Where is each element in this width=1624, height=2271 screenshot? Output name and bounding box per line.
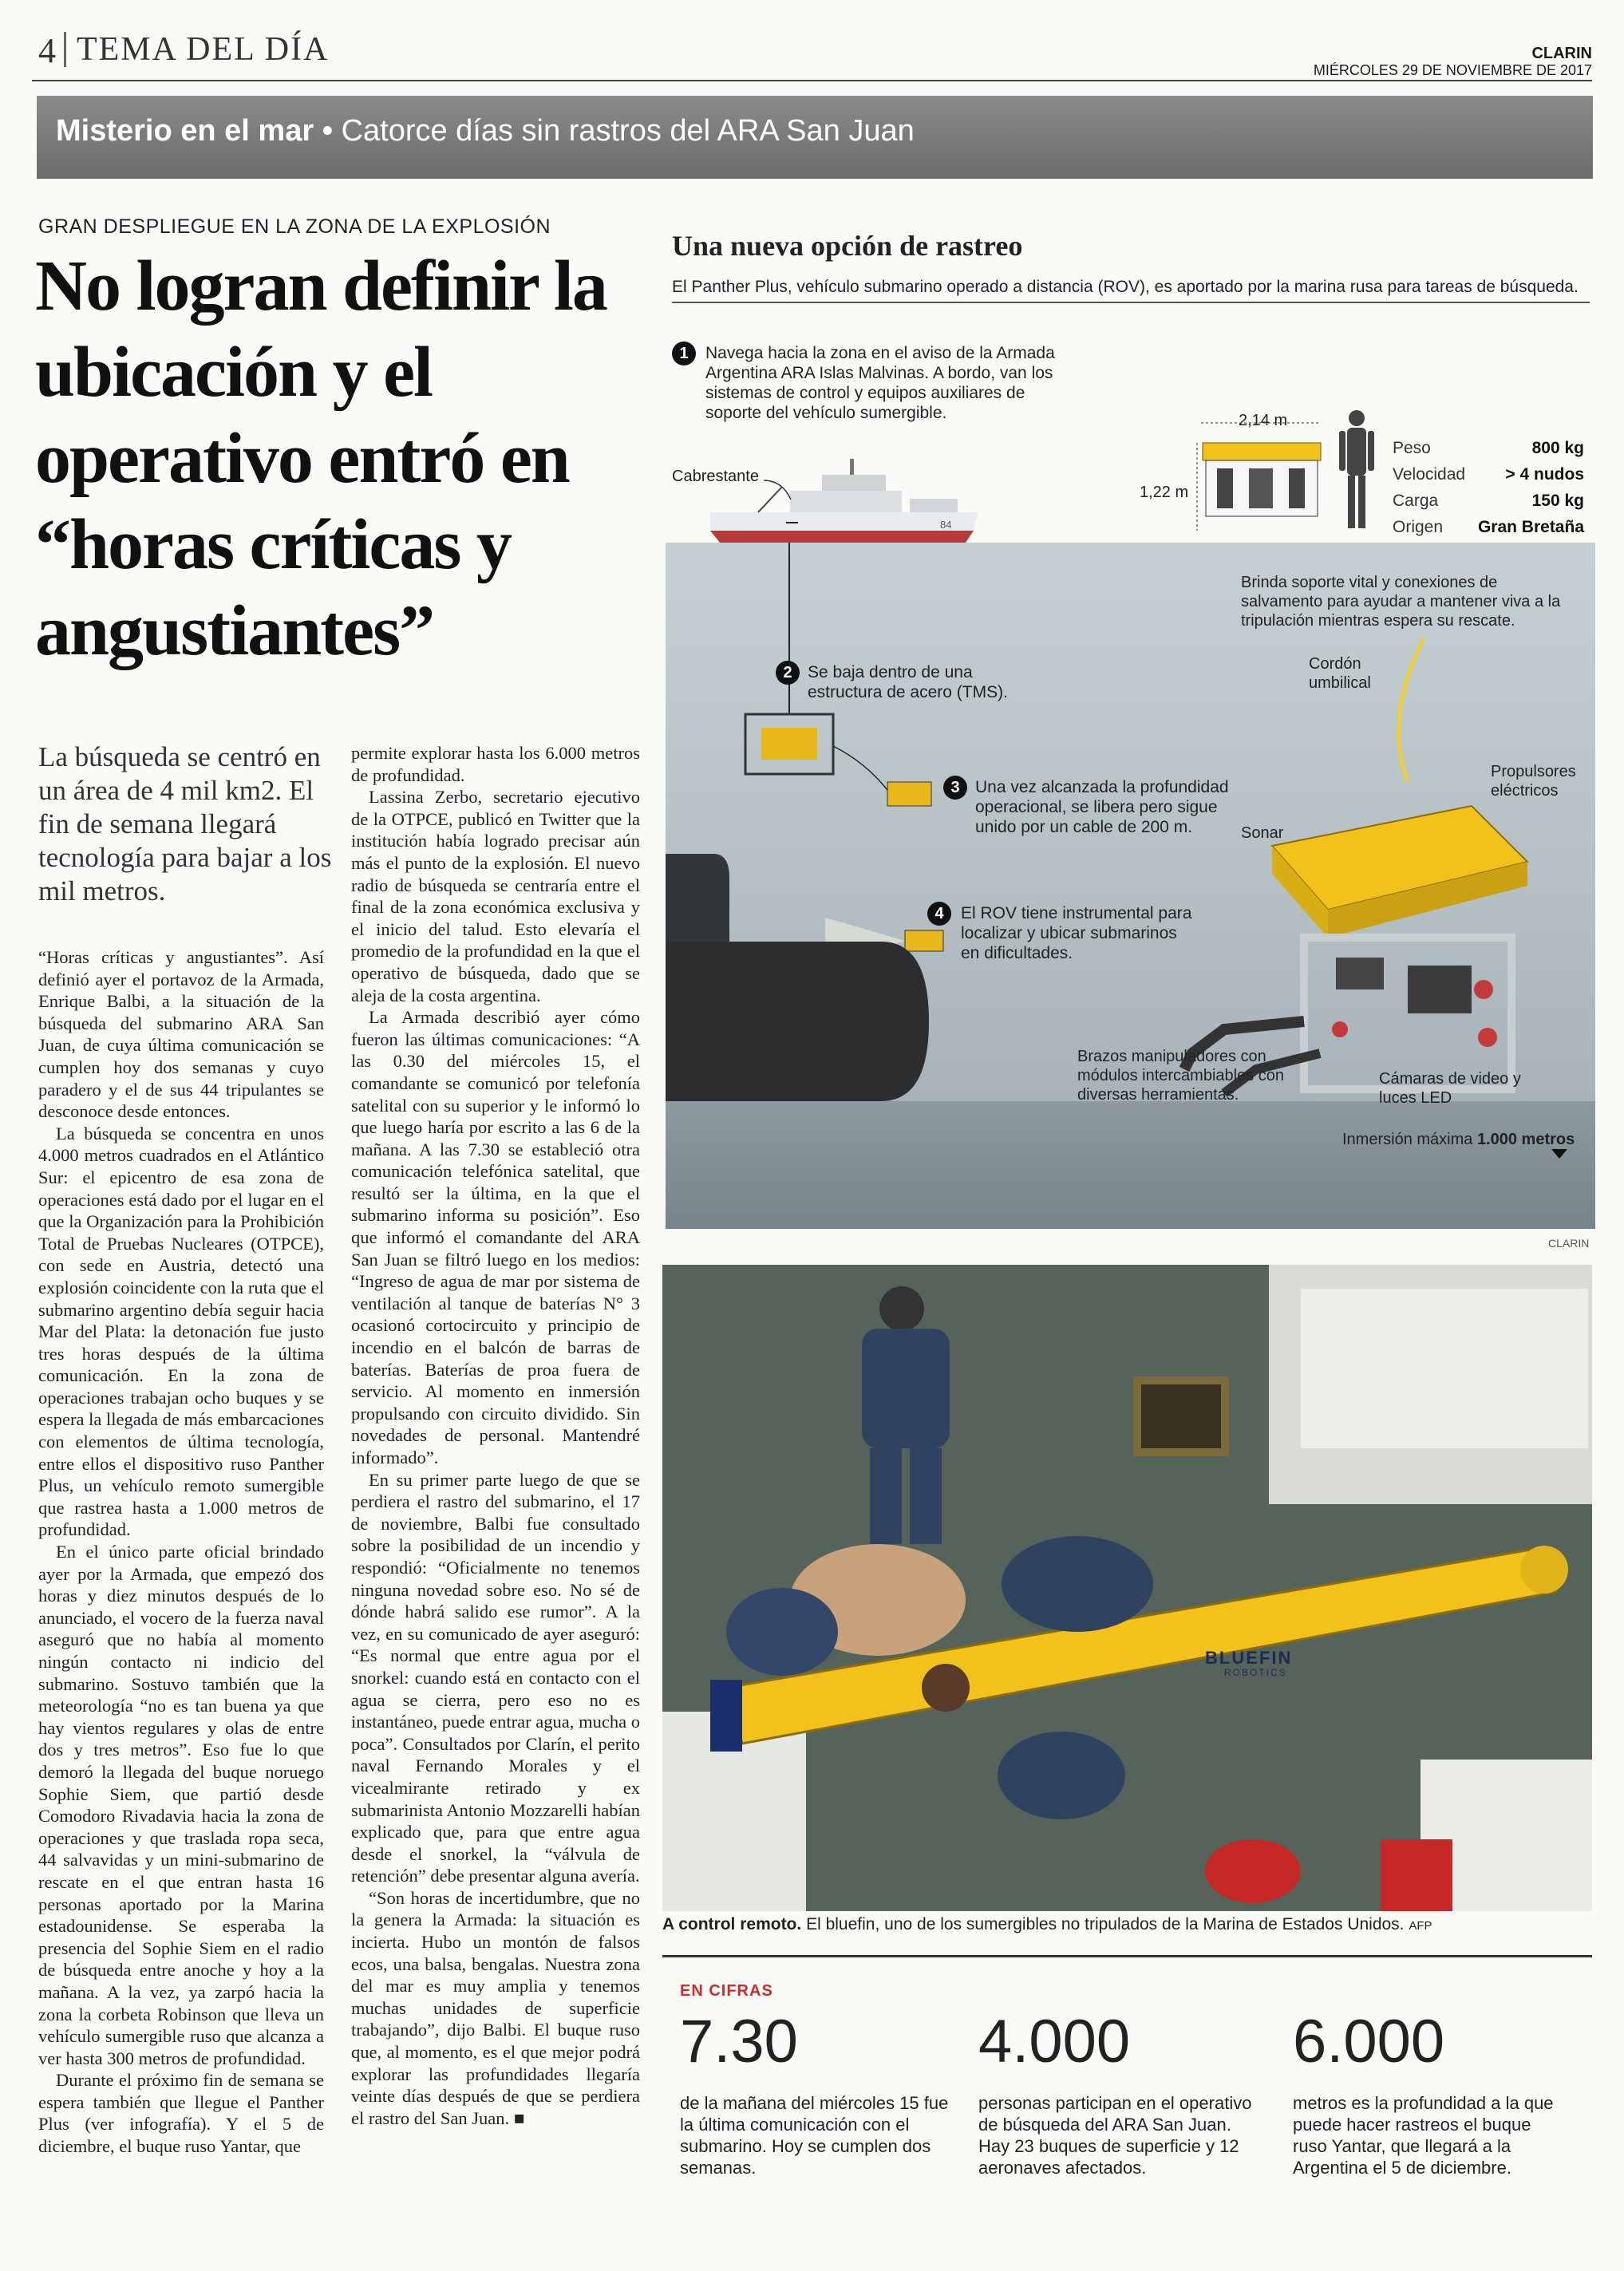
ship-hull-number: 84: [940, 519, 952, 531]
infographic-credit: CLARIN: [1548, 1237, 1590, 1250]
spec-row: [1393, 465, 1584, 492]
topic-band-text: [56, 114, 915, 148]
cifra-value: 4.000: [978, 2008, 1131, 2075]
paragraph: En el único parte oficial brindado ayer por la Armada, que empezó dos horas y diez minutos después de lo anunciado, el vocero de la fuerza naval aseguró que no había al momento ningún contacto ni indicio del submarino. Sostuvo también que la meteorología “no es tan buena ya que hay vientos regulares y olas de entre dos y tres metros”. Eso fue lo que demoró la llegada del buque noruego Sophie Siem, que partió desde Comodoro Rivadavia hacia la zona de operaciones y que traslada ropa seca, 44 salvavidas y un mini-submarino de rescate en el que entran hasta 16 personas aportado por la Marina estadounidense. Se esperaba la presencia del Sophie Siem en el radio de búsqueda entre anoche y hoy a la mañana. A la vez, ya zarpó hacia la zona la corbeta Robinson que lleva un vehículo sumergible ruso que alcanza a ver hasta 300 metros de profundidad.: [38, 1542, 324, 2068]
spec-row: [1393, 518, 1584, 544]
spec-row: [1393, 492, 1584, 518]
bluefin-logo-sub: ROBOTICS: [1224, 1667, 1287, 1678]
umbilical-label: Cordón umbilical: [1309, 655, 1371, 692]
spec-key: Carga: [1393, 492, 1439, 510]
step-text: Navega hacia la zona en el aviso de la Armada Argentina ARA Islas Malvinas. A bordo, van los sistemas de control y equipos auxiliares de soporte del vehículo sumergible.: [705, 344, 1055, 422]
brazos-label: Brazos manipuladores con módulos intercambiables con diversas herramientas.: [1077, 1048, 1285, 1104]
step-text: Se baja dentro de una estructura de acero (TMS).: [808, 663, 1008, 701]
article-headline: No logran definir la ubicación y el operativo entró en “horas críticas y angustiantes”: [35, 247, 607, 670]
height-dimension: 1,22 m: [1140, 484, 1189, 501]
infographic-subtitle: El Panther Plus, vehículo submarino operado a distancia (ROV), es aportado por la marina rusa para tareas de búsqueda.: [672, 278, 1579, 296]
ship-illustration: [702, 455, 990, 551]
spec-value: > 4 nudos: [1505, 465, 1584, 484]
spec-row: [1393, 439, 1584, 465]
article-column-1: [38, 946, 324, 2158]
caption-bold: A control remoto.: [662, 1915, 802, 1933]
paragraph: La Armada describió ayer cómo fueron las últimas comunicaciones: “A las 0.30 del miércoles 15, el comandante se comunicó por telefonía satelital con su superior y le informó lo que luego haría por escrito a las 6 de la mañana. A las 7.30 se estableció otra comunicación telefónica satelital, que resultó ser la última, en la que el submarino informa su posición”. Eso que informó el comandante del ARA San Juan se filtró luego en los medios: “Ingreso de agua de mar por sistema de ventilación al tanque de baterías N° 3 ocasionó cortocircuito y principio de incendio en el balcón de barras de baterías. Baterías de proa fuera de servicio. Al momento en inmersión propulsando con circuito dividido. Sin novedades de personal. Mantendré informado”.: [351, 1007, 640, 1467]
human-scale-silhouette: [1333, 407, 1381, 535]
photo-illustration: [662, 1265, 1592, 1911]
caption-text: El bluefin, uno de los sumergibles no tripulados de la Marina de Estados Unidos.: [806, 1915, 1405, 1933]
paragraph: Durante el próximo fin de semana se espera también que llegue el Panther Plus (ver infografía). Y el 5 de diciembre, el buque ruso Yantar, que: [38, 2070, 324, 2157]
cifra-value: 7.30: [680, 2008, 798, 2075]
spec-key: Velocidad: [1393, 465, 1466, 484]
cifra-text: personas participan en el operativo de búsqueda del ARA San Juan. Hay 23 buques de superficie y 12 aeronaves afectados.: [978, 2093, 1252, 2178]
width-dimension: 2,14 m: [1239, 412, 1288, 429]
bluefin-logo: BLUEFIN: [1205, 1648, 1293, 1668]
step-text: Una vez alcanzada la profundidad operacional, se libera pero sigue unido por un cable de 200 m.: [975, 778, 1229, 836]
paragraph: “Son horas de incertidumbre, que no la genera la Armada: la situación es incierta. Hubo un montón de falsos ecos, una balsa, bengalas. Nuestra zona del mar es muy amplia y tenemos muchas unidades de superficie trabajando”, dijo Balbi. El buque ruso que, al momento, es el que mejor podrá explorar las profundidades llegaría veinte días después de que se perdiera el rastro del San Juan. ■: [351, 1887, 640, 2128]
paragraph: “Horas críticas y angustiantes”. Así definió ayer el portavoz de la Armada, Enrique Balbi, a la situación de la búsqueda del submarino ARA San Juan, de cuya última comunicación se cumplen hoy dos semanas y cuyo paradero y el de sus 44 tripulantes se desconoce desde entonces.: [38, 947, 324, 1122]
infographic-title: Una nueva opción de rastreo: [672, 230, 1023, 262]
cifra-value: 6.000: [1293, 2008, 1445, 2075]
publication-name: CLARIN: [1531, 45, 1592, 62]
inmersion-label: [1342, 1130, 1575, 1149]
band-topic: Misterio en el mar: [56, 114, 314, 148]
rov-front-view: [1193, 419, 1329, 539]
paragraph: La búsqueda se concentra en unos 4.000 metros cuadrados en el Atlántico Sur: el epicentro de esa zona de operaciones está dado por el lugar en el que la Organización para la Prohibición Total de Pruebas Nucleares (OTPCE), con sede en Austria, detectó una explosión coincidente con la ruta que el submarino argentino debía seguir hacia Mar del Plata: la detonación fue justo tres horas después de la última comunicación. En la zona de operaciones trabajan ocho buques y se espera la llegada de más embarcaciones con elementos de última tecnología, entre ellos el dispositivo ruso Panther Plus, un vehículo remoto sumergible que rastrea hasta a 1.000 metros de profundidad.: [38, 1123, 324, 1540]
photo-credit: AFP: [1409, 1919, 1432, 1933]
spec-key: Peso: [1393, 439, 1431, 457]
article-deck: La búsqueda se centró en un área de 4 mil km2. El fin de semana llegará tecnología para bajar a los mil metros.: [38, 741, 332, 906]
step-number: 1: [672, 342, 696, 365]
photo-caption: [662, 1915, 1592, 1934]
camaras-label: Cámaras de video y luces LED: [1379, 1070, 1521, 1107]
cifra-text: de la mañana del miércoles 15 fue la última comunicación con el submarino. Hoy se cumplen dos semanas.: [680, 2093, 949, 2178]
spec-key: Origen: [1393, 518, 1444, 536]
sonar-label: Sonar: [1241, 824, 1284, 842]
step-number: 2: [776, 661, 800, 685]
publication-date: MIÉRCOLES 29 DE NOVIEMBRE DE 2017: [1313, 62, 1592, 78]
paragraph: En su primer parte luego de que se perdiera el rastro del submarino, el 17 de noviembre, Balbi fue consultado sobre la posibilidad de un incendio y respondió: “Oficialmente no tenemos ninguna novedad sobre eso. No sé de dónde habrá salido ese rumor”. A la vez, en su comunicado de ayer aseguró: “Es normal que entre agua por el snorkel: cuando está en contacto con el agua se cierra, pero eso no es instantáneo, puede entrar agua, mucha o poca”. Consultados por Clarín, el perito naval Fernando Morales y el vicealmirante retirado y ex submarinista Antonio Mozzarelli habían explicado que, para que entre agua desde el snorkel, la “válvula de retención” debe presentar alguna avería.: [351, 1469, 640, 1886]
inmersion-value: 1.000 metros: [1476, 1131, 1575, 1148]
specs-table: [1393, 439, 1584, 544]
infographic-rule: [672, 302, 1590, 303]
header-rule: [32, 80, 1592, 81]
header-divider: [64, 32, 66, 67]
step-text: El ROV tiene instrumental para localizar y ubicar submarinos en dificultades.: [961, 904, 1192, 962]
photo-bluefin: [662, 1265, 1592, 1911]
underwater-illustration: [666, 543, 1595, 1229]
spec-value: 800 kg: [1531, 439, 1584, 457]
article-kicker: GRAN DESPLIEGUE EN LA ZONA DE LA EXPLOSIÓN: [38, 215, 551, 238]
page-number: 4: [38, 31, 56, 70]
band-subtopic: Catorce días sin rastros del ARA San Juan: [341, 114, 915, 148]
band-bullet: •: [322, 114, 333, 148]
section-title: TEMA DEL DÍA: [77, 31, 330, 68]
article-column-2: [351, 742, 640, 2129]
cabrestante-label: Cabrestante: [672, 468, 759, 485]
paragraph: permite explorar hasta los 6.000 metros de profundidad.: [351, 743, 640, 785]
spec-value: Gran Bretaña: [1477, 518, 1584, 536]
cifras-tag: EN CIFRAS: [680, 1982, 773, 2000]
step-number: 3: [943, 776, 967, 800]
cifra-text: metros es la profundidad a la que puede hacer rastreos el buque ruso Yantar, que llegará a la Argentina el 5 de diciembre.: [1293, 2093, 1554, 2178]
spec-value: 150 kg: [1531, 492, 1584, 510]
cabrestante-pointer: [762, 479, 794, 503]
paragraph: Lassina Zerbo, secretario ejecutivo de la OTPCE, publicó en Twitter que la institución había logrado precisar aún más el punto de la explosión. El nuevo radio de búsqueda se centraría entre el final de la zona económica exclusiva y el inicio del talud. Esto elevaría el promedio de la profundidad en la que el operativo de búsqueda, dado que se aleja de la costa argentina.: [351, 787, 640, 1005]
inmersion-label-text: Inmersión máxima: [1342, 1131, 1473, 1148]
step-number: 4: [927, 902, 951, 926]
propulsores-label: Propulsores eléctricos: [1491, 763, 1576, 800]
support-label: Brinda soporte vital y conexiones de salvamento para ayudar a mantener viva a la tripulación mientras espera su rescate.: [1241, 574, 1561, 630]
